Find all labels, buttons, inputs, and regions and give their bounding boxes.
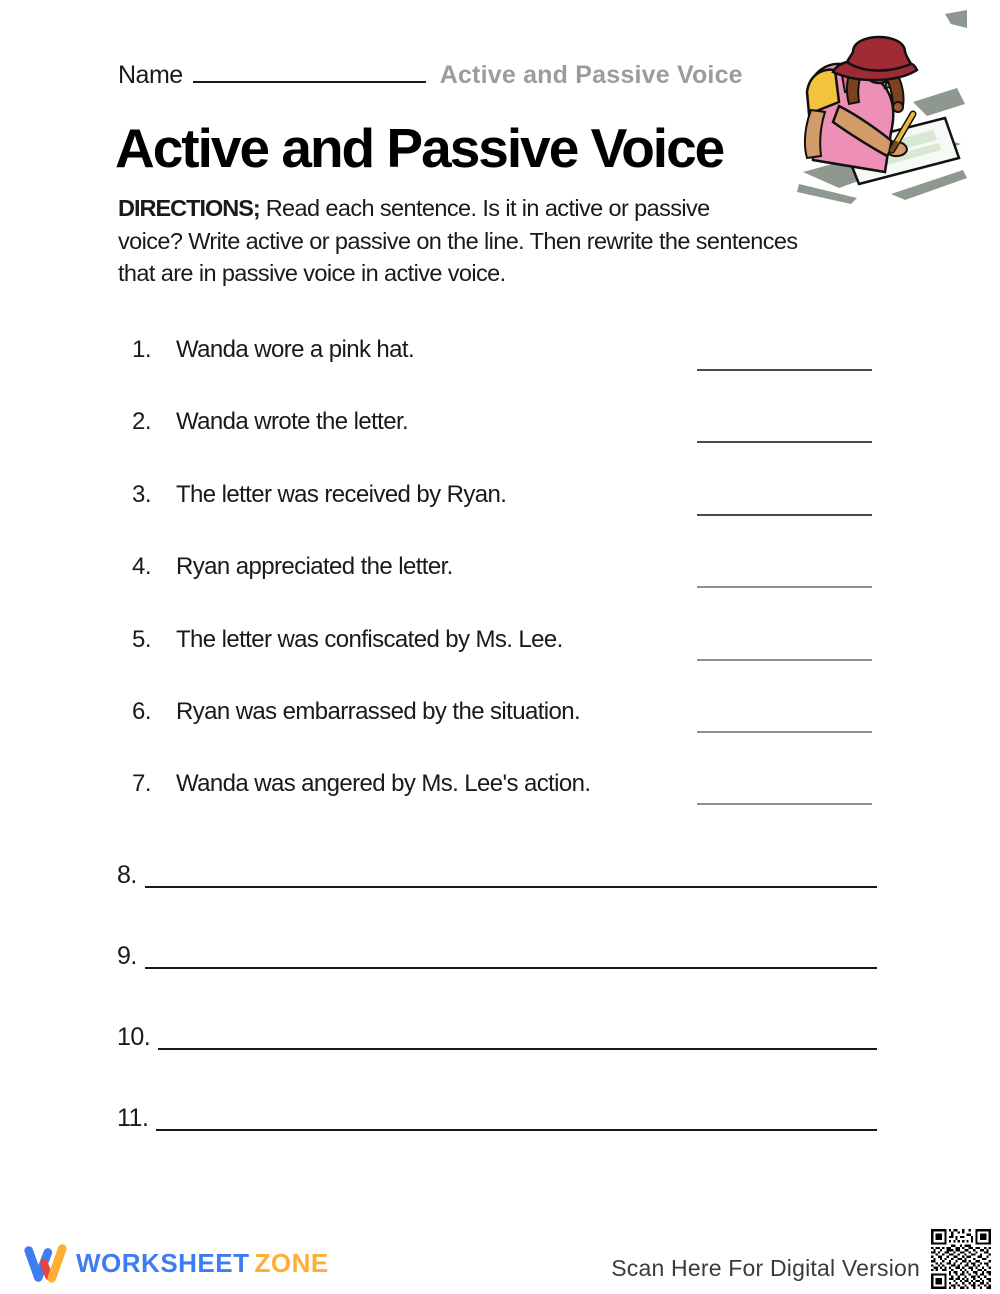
rewrite-row — [117, 1103, 877, 1184]
answer-line[interactable] — [697, 731, 872, 733]
brand-text-worksheet: WORKSHEET — [76, 1247, 250, 1278]
question-row — [118, 408, 880, 480]
question-text: Wanda wore a pink hat. — [176, 336, 415, 363]
rewrite-list — [117, 860, 877, 1184]
worksheet-zone-w-icon — [22, 1240, 68, 1286]
name-label: Name — [118, 61, 183, 89]
rewrite-number: 11. — [117, 1104, 149, 1132]
question-text: Wanda was angered by Ms. Lee's action. — [176, 770, 591, 798]
rewrite-number: 9. — [117, 942, 137, 970]
directions-line-2: voice? Write active or passive on the line. Then rewrite the sentences — [118, 227, 798, 254]
answer-line[interactable] — [697, 803, 872, 805]
worksheet-zone-logo — [22, 1240, 329, 1286]
question-number: 4. — [131, 553, 151, 581]
question-text: Ryan appreciated the letter. — [176, 553, 453, 581]
directions-line-1: Read each sentence. Is it in active or passive — [265, 195, 710, 221]
footer — [0, 1220, 1000, 1294]
rewrite-line[interactable] — [145, 860, 877, 888]
worksheet-tag: Active and Passive Voice — [439, 61, 743, 89]
brand-text-zone: ZONE — [254, 1247, 329, 1278]
question-number: 3. — [131, 480, 151, 508]
question-list — [118, 336, 880, 843]
girl-writing-illustration-svg — [795, 10, 967, 208]
question-row — [118, 553, 880, 625]
rewrite-row — [117, 860, 877, 941]
directions-label: DIRECTIONS; — [118, 195, 260, 221]
rewrite-row — [117, 941, 877, 1022]
rewrite-line[interactable] — [156, 1103, 877, 1131]
answer-line[interactable] — [697, 514, 872, 516]
rewrite-number: 10. — [117, 1023, 151, 1051]
question-row — [118, 770, 880, 842]
question-text: The letter was confiscated by Ms. Lee. — [176, 625, 563, 653]
answer-line[interactable] — [697, 369, 872, 371]
question-number: 1. — [131, 336, 151, 363]
header-row — [118, 58, 743, 90]
question-text: Wanda wrote the letter. — [176, 408, 409, 436]
question-text: The letter was received by Ryan. — [176, 480, 507, 508]
answer-line[interactable] — [697, 441, 872, 443]
page-title: Active and Passive Voice — [115, 117, 724, 179]
scan-here-text: Scan Here For Digital Version — [611, 1255, 920, 1281]
answer-line[interactable] — [697, 659, 872, 661]
question-text: Ryan was embarrassed by the situation. — [176, 697, 581, 725]
directions — [118, 192, 908, 290]
girl-writing-illustration — [795, 10, 967, 208]
rewrite-line[interactable] — [145, 941, 877, 969]
question-number: 6. — [131, 697, 151, 725]
answer-line[interactable] — [697, 586, 872, 588]
rewrite-line[interactable] — [158, 1022, 877, 1050]
directions-line-3: that are in passive voice in active voice. — [118, 260, 506, 286]
rewrite-number: 8. — [117, 861, 137, 889]
question-number: 5. — [131, 625, 151, 653]
qr-code-icon — [929, 1227, 993, 1291]
rewrite-row — [117, 1022, 877, 1103]
question-row — [118, 481, 880, 553]
question-number: 7. — [131, 770, 151, 798]
name-input-line[interactable] — [193, 58, 426, 83]
question-number: 2. — [131, 408, 151, 436]
question-row — [118, 626, 880, 698]
question-row — [118, 336, 880, 408]
question-row — [118, 698, 880, 770]
